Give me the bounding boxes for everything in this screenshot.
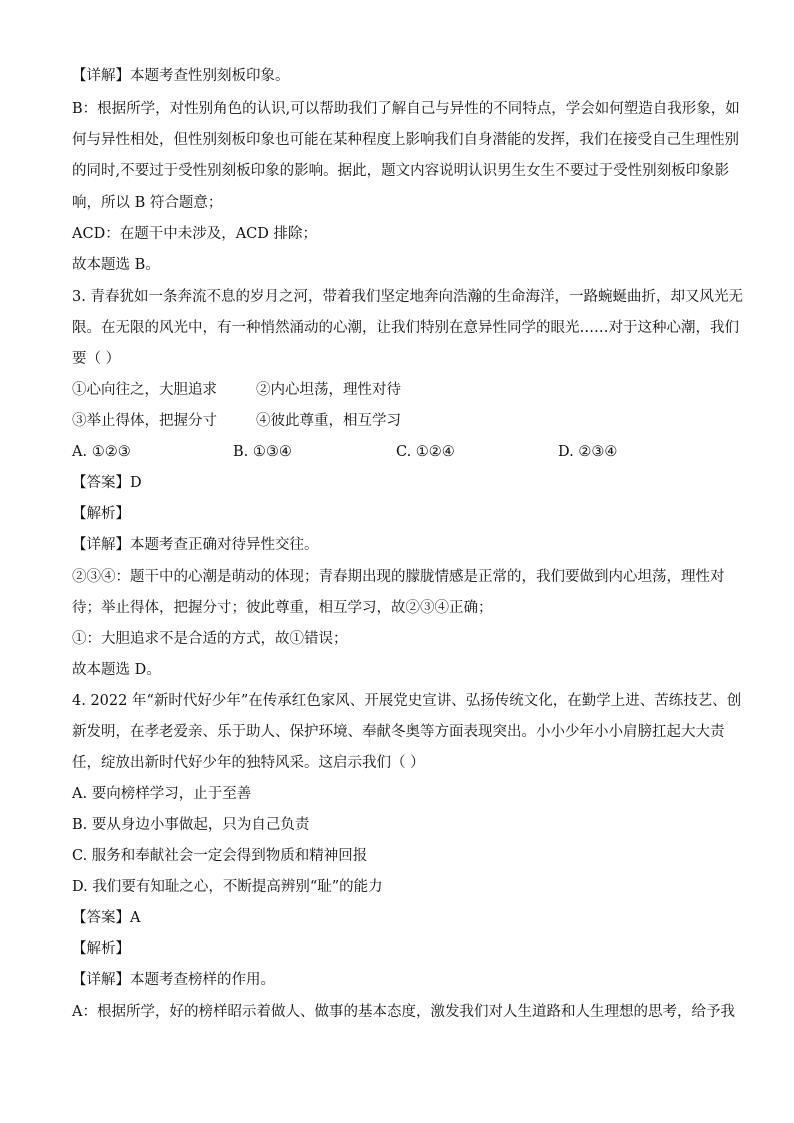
q2-detail-head: 【详解】本题考查性别刻板印象。 — [72, 68, 290, 84]
q2-b-line-3: 的同时,不要过于受性别刻板印象的影响。据此，题文内容说明认识男生女生不要过于受性别刻板印象影 — [72, 163, 730, 179]
q2-acd-line: ACD：在题干中未涉及，ACD 排除； — [72, 226, 317, 242]
q3-option-b: B. ①③④ — [233, 444, 292, 460]
q3-option-c: C. ①②④ — [396, 444, 455, 460]
q3-detail-line-3: ①：大胆追求不是合适的方式，故①错误； — [72, 631, 348, 647]
q3-item-1: ①心向往之，大胆追求 — [72, 382, 217, 398]
q2-b-line-1: B：根据所学，对性别角色的认识,可以帮助我们了解自己与异性的不同特点，学会如何塑造自我形象，如 — [72, 101, 740, 117]
q3-analysis-label: 【解析】 — [72, 506, 130, 522]
q3-items-row-1 — [72, 380, 732, 400]
q3-options-row — [72, 442, 732, 462]
q3-answer: 【答案】D — [72, 475, 142, 491]
q4-option-a: A. 要向榜样学习，止于至善 — [72, 786, 252, 802]
q4-detail-head: 【详解】本题考查榜样的作用。 — [72, 972, 275, 988]
q3-detail-line-1: ②③④：题干中的心潮是萌动的体现；青春期出现的朦胧情感是正常的，我们要做到内心坦荡，理性对 — [72, 569, 725, 585]
q4-stem-line-1: 4. 2022 年“新时代好少年”在传承红色家风、开展党史宣讲、弘扬传统文化，在勤学上进、苦练技艺、创 — [72, 693, 742, 709]
q3-conclusion: 故本题选 D。 — [72, 662, 161, 678]
q4-a-line: A：根据所学，好的榜样昭示着做人、做事的基本态度，激发我们对人生道路和人生理想的思考，给予我 — [72, 1004, 735, 1020]
q3-stem-line-1: 3. 青春犹如一条奔流不息的岁月之河，带着我们坚定地奔向浩瀚的生命海洋，一路蜿蜒曲折，却又风光无 — [72, 289, 743, 305]
q2-b-line-2: 何与异性相处，但性别刻板印象也可能在某种程度上影响我们自身潜能的发挥，我们在接受自己生理性别 — [72, 132, 739, 148]
q3-option-a: A. ①②③ — [72, 444, 131, 460]
q3-stem-line-2: 限。在无限的风光中，有一种悄然涌动的心潮，让我们特别在意异性同学的眼光……对于这种心潮，我们 — [72, 320, 739, 336]
q3-item-3: ③举止得体，把握分寸 — [72, 413, 217, 429]
q4-option-c: C. 服务和奉献社会一定会得到物质和精神回报 — [72, 848, 368, 864]
q3-items-row-2 — [72, 411, 732, 431]
q3-stem-line-3: 要（ ） — [72, 351, 121, 367]
q3-item-4: ④彼此尊重，相互学习 — [256, 413, 401, 429]
q3-option-d: D. ②③④ — [558, 444, 618, 460]
q2-conclusion: 故本题选 B。 — [72, 257, 160, 273]
q4-stem-line-2: 新发明，在孝老爱亲、乐于助人、保护环境、奉献冬奥等方面表现突出。小小少年小小肩膀扛起大大责 — [72, 724, 725, 740]
q4-option-d: D. 我们要有知耻之心，不断提高辨别“耻”的能力 — [72, 879, 383, 895]
q3-detail-head: 【详解】本题考查正确对待异性交往。 — [72, 537, 319, 553]
q4-answer: 【答案】A — [72, 910, 141, 926]
q2-b-line-4: 响，所以 B 符合题意； — [72, 195, 223, 211]
q3-detail-line-2: 待；举止得体，把握分寸；彼此尊重，相互学习，故②③④正确； — [72, 600, 493, 616]
q4-stem-line-3: 任，绽放出新时代好少年的独特风采。这启示我们（ ） — [72, 755, 425, 771]
q3-item-2: ②内心坦荡，理性对待 — [256, 382, 401, 398]
q4-analysis-label: 【解析】 — [72, 941, 130, 957]
q4-option-b: B. 要从身边小事做起，只为自己负责 — [72, 817, 310, 833]
